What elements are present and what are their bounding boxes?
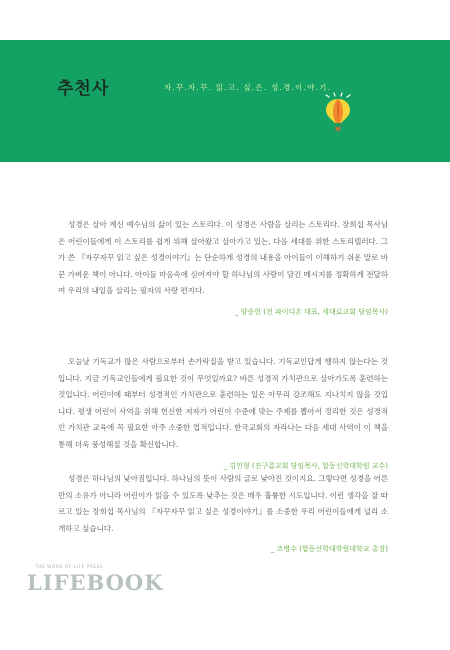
publisher-tagline: THE WORD OF LIFE PRESS (35, 564, 104, 569)
recommendation-3 (58, 471, 388, 554)
recommendation-signature: _ 김인형 (진구름교회 담임목사, 합동신학대학원 교수) (223, 461, 388, 470)
recommendation-signature: _ 양승헌 (전 파이디온 대표, 세대로교회 담임목사) (234, 307, 388, 316)
recommendation-text: 성경은 살아 계신 예수님의 삶이 있는 스토리다. 이 성경은 사람을 살리는 스토리다. 장희섭 목사님은 어린이들에게 이 스토리를 쉽게 위해 살아왔고 살아가고 있는, 다음 세대를 위한 스토리텔러다. 그가 쓴 『자꾸자꾸 읽고 싶은 성경이야기』는 단순하게 성경의 내용을 아이들이 이해하기 쉬운 말로 바꾼 가벼운 책이 아니다. 아이들 마음속에 심어져야 할 하나님의 사랑이 담긴 메시지를 정확하게 전달하여 우리의 내일을 살리는 필자의 사랑 편지다. (58, 220, 388, 296)
recommendation-text: 성경은 하나님의 낮아짐입니다. 하나님의 뜻이 사람의 글로 낮아진 것이지요. 그렇다면 성경을 어른만의 소유가 아니라 어린이가 읽을 수 있도록 낮추는 것은 매우 훌륭한 시도입니다. 이런 생각을 잘 따르고 있는 장희섭 목사님의 『자꾸자꾸 읽고 싶은 성경이야기』를 소중한 우리 어린이들에게 널리 소개하고 싶습니다. (58, 474, 388, 533)
publisher-logo (27, 564, 164, 604)
publisher-brand: LIFEBOOK (27, 570, 164, 595)
header-banner (0, 40, 450, 162)
hot-air-balloon-icon (320, 92, 356, 132)
page-subtitle: 자.꾸.자.꾸. 읽.고. 싶.은. 성.경.이.야.기. (164, 83, 332, 92)
recommendation-signature: _ 조병수 (합동신학대학원대학교 총장) (270, 545, 388, 554)
page-title: 추천사 (57, 79, 110, 99)
recommendation-1 (58, 217, 388, 317)
recommendation-text: 오늘날 기독교가 많은 사람으로부터 손가락질을 받고 있습니다. 기독교인답게 행하지 않는다는 것입니다. 지금 기독교인들에게 필요한 것이 무엇일까요? 바른 성경적 가치관으로 살아가도록 훈련하는 것입니다. 어린이에 때부터 성경적인 가치관으로 훈련하는 일은 아무리 강조해도 지나치지 않을 것입니다. 평생 어린이 사역을 위해 헌신한 저자가 어린이 수준에 맞는 주제를 뽑아서 정리한 것은 성경적인 가치관 교육에 꼭 필요한 아주 소중한 업적입니다. 한국교회의 자라나는 다음 세대 사역이 이 책을 통해 더욱 풍성해질 것을 확신합니다. (58, 357, 388, 449)
recommendation-2 (58, 354, 388, 471)
